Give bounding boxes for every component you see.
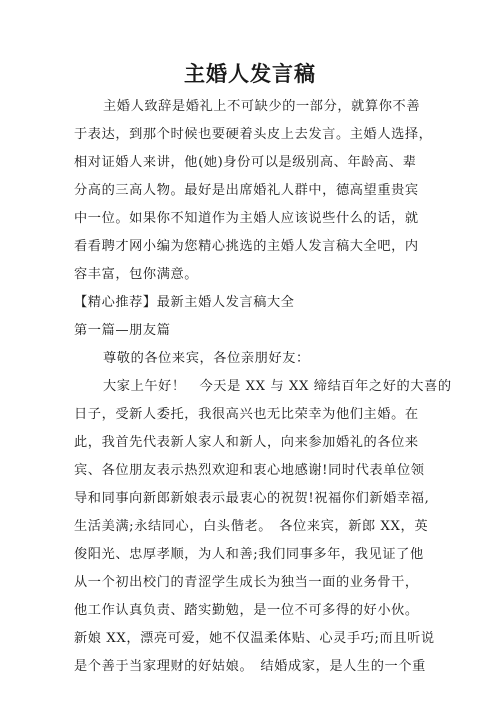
paragraph-line: 于表达，到那个时候也要硬着头皮上去发言。主婚人选择， [74,127,433,142]
section-heading: 第一篇—朋友篇 [74,323,171,338]
paragraph-line: 从一个初出校门的青涩学生成长为独当一面的业务骨干， [74,575,419,590]
paragraph-line: 看看聘才网小编为您精心挑选的主婚人发言稿大全吧，内 [74,239,419,254]
paragraph-line: 中一位。如果你不知道作为主婚人应该说些什么的话，就 [74,211,419,226]
paragraph-line: 分高的三高人物。最好是出席婚礼人群中，德高望重贵宾 [74,183,419,198]
paragraph-line: 日子，受新人委托，我很高兴也无比荣幸为他们主婚。在 [74,407,419,422]
paragraph-line: 宾、各位朋友表示热烈欢迎和衷心地感谢!同时代表单位领 [74,463,425,478]
paragraph-line: 生活美满;永结同心，白头偕老。 各位来宾，新郎 XX，英 [74,519,429,534]
paragraph-line: 此，我首先代表新人家人和新人，向来参加婚礼的各位来 [74,435,419,450]
paragraph-line: 主婚人致辞是婚礼上不可缺少的一部分，就算你不善 [103,99,421,114]
document-title: 主婚人发言稿 [184,61,316,86]
paragraph-line: 他工作认真负责、踏实勤勉，是一位不可多得的好小伙。 [74,603,419,618]
paragraph-line: 大家上午好！ 今天是 XX 与 XX 缔结百年之好的大喜的 [103,379,452,394]
paragraph-line: 新娘 XX，漂亮可爱，她不仅温柔体贴、心灵手巧;而且听说 [74,631,435,646]
salutation-line: 尊敬的各位来宾，各位亲朋好友： [103,351,310,366]
paragraph-line: 导和同事向新郎新娘表示最衷心的祝贺!祝福你们新婚幸福, [74,491,430,506]
paragraph-line: 相对证婚人来讲，他(她)身份可以是级别高、年龄高、辈 [74,155,417,170]
paragraph-line: 是个善于当家理财的好姑娘。 结婚成家，是人生的一个重 [74,659,426,674]
paragraph-line: 容丰富，包你满意。 [74,267,199,282]
recommend-heading: 【精心推荐】最新主婚人发言稿大全 [74,295,295,310]
paragraph-line: 俊阳光、忠厚孝顺，为人和善;我们同事多年，我见证了他 [74,547,424,562]
